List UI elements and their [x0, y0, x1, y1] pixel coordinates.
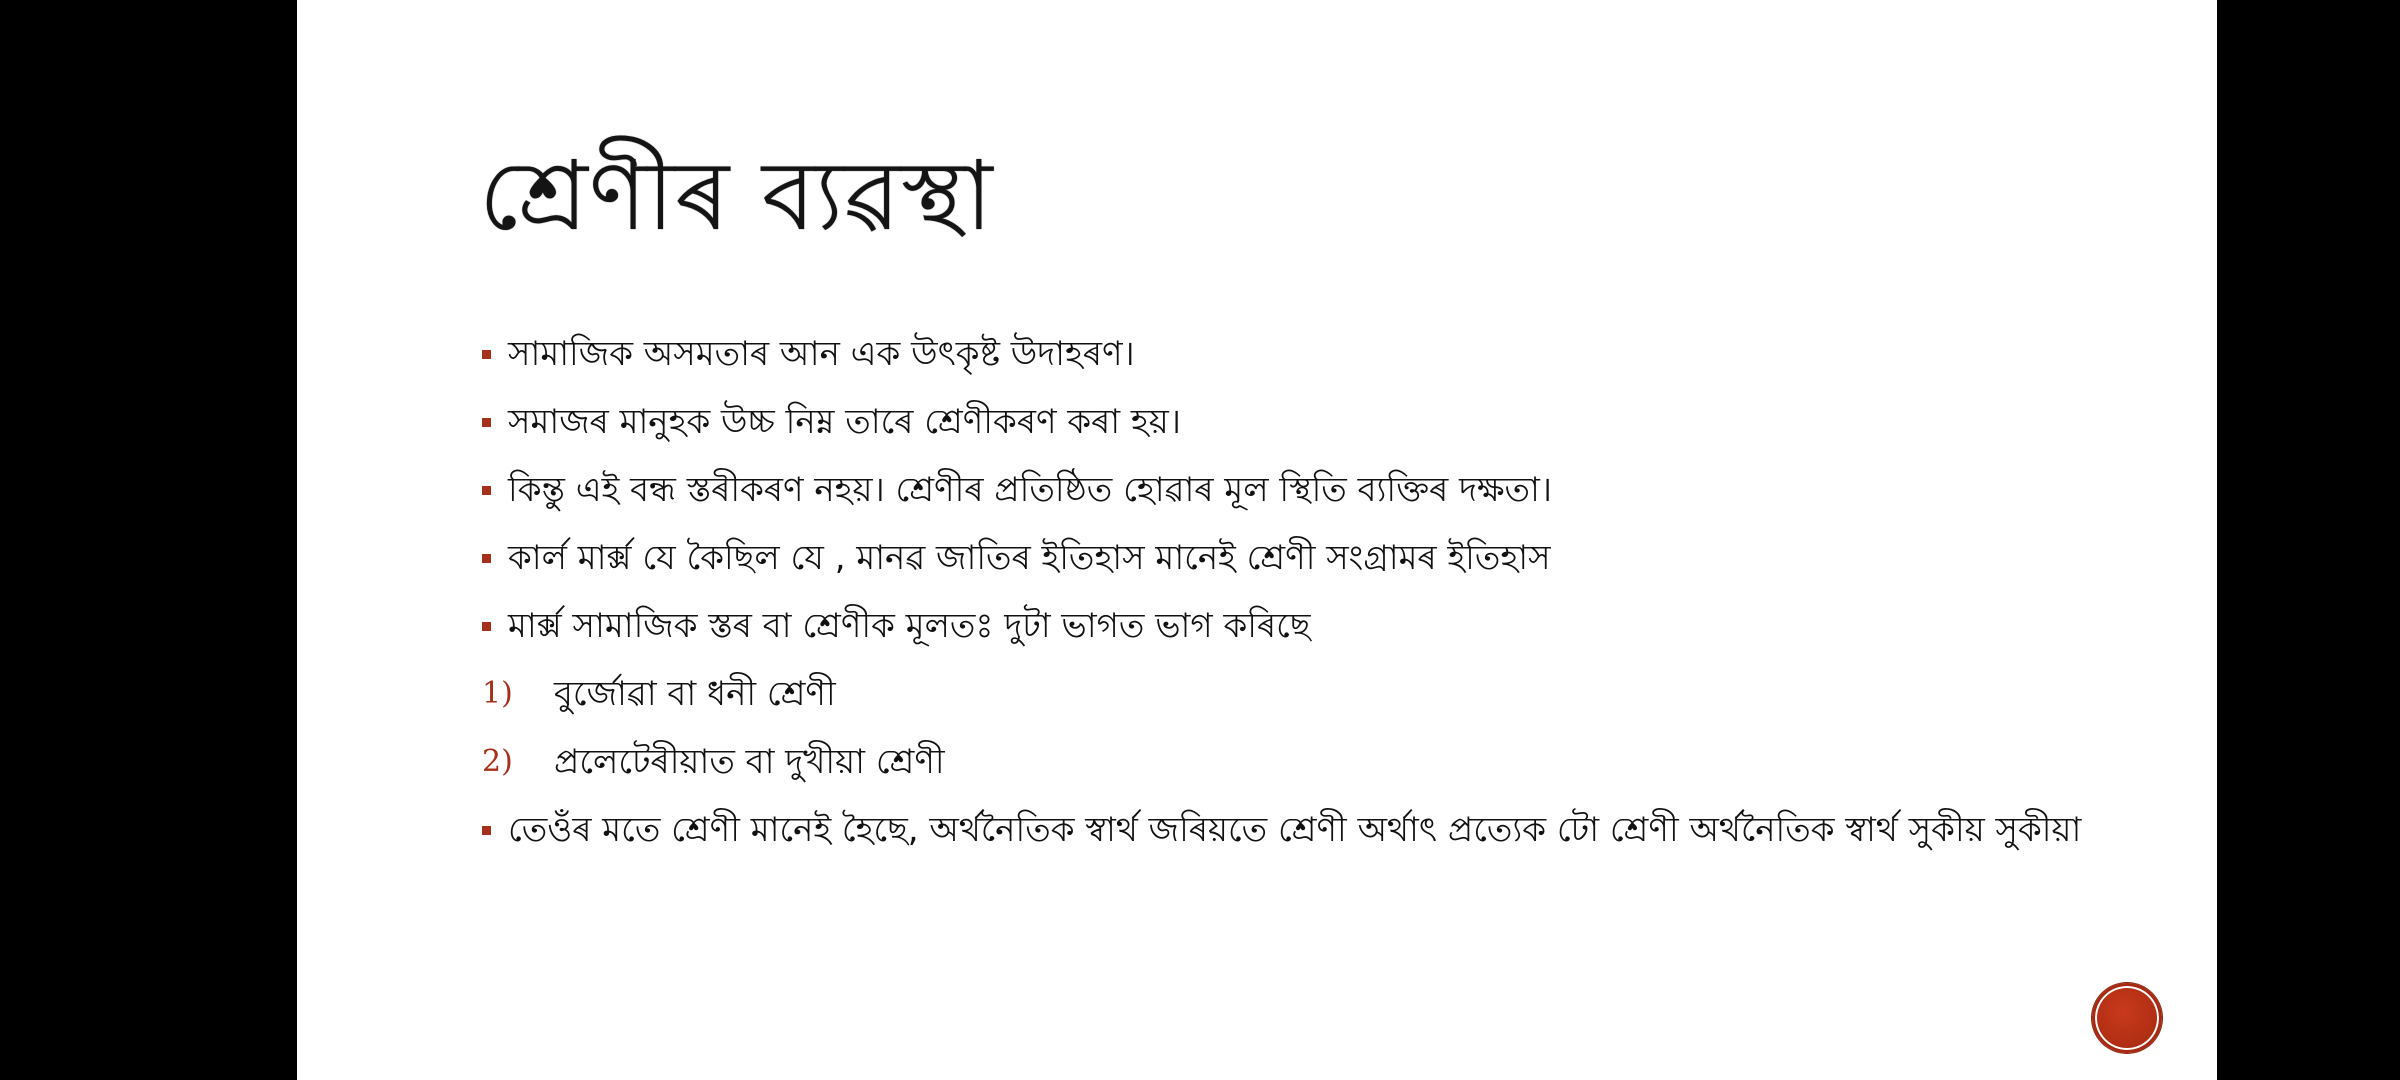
slide-content — [482, 332, 2082, 876]
bullet-text: কিন্তু এই বন্ধ স্তৰীকৰণ নহয়। শ্ৰেণীৰ প্ৰতিষ্ঠিত হোৱাৰ মূল স্থিতি ব্যক্তিৰ দক্ষতা। — [508, 470, 1553, 510]
numbered-text: বুৰ্জোৱা বা ধনী শ্ৰেণী — [554, 674, 836, 714]
bullet-item — [482, 332, 2082, 376]
square-bullet-icon — [482, 554, 491, 563]
bullet-item — [482, 400, 2082, 444]
bullet-item — [482, 536, 2082, 580]
number-marker: 2) — [482, 744, 513, 779]
bullet-text: কাৰ্ল মাৰ্ক্স যে কৈছিল যে , মানৱ জাতিৰ ইতিহাস মানেই শ্ৰেণী সংগ্ৰামৰ ইতিহাস — [508, 538, 1551, 578]
bullet-text: মাৰ্ক্স সামাজিক স্তৰ বা শ্ৰেণীক মূলতঃ দুটা ভাগত ভাগ কৰিছে — [508, 606, 1311, 646]
numbered-item — [482, 672, 2082, 716]
bullet-item — [482, 468, 2082, 512]
square-bullet-icon — [482, 622, 491, 631]
bullet-text: তেওঁৰ মতে শ্ৰেণী মানেই হৈছে, অৰ্থনৈতিক স্বাৰ্থ জৰিয়তে শ্ৰেণী অৰ্থাৎ প্ৰত্যেক টো শ্ৰেণী অৰ্থনৈতিক স্বাৰ্থ সুকীয় সুকীয়া — [508, 810, 2082, 850]
square-bullet-icon — [482, 350, 491, 359]
square-bullet-icon — [482, 486, 491, 495]
numbered-item — [482, 740, 2082, 784]
bullet-text: সামাজিক অসমতাৰ আন এক উৎকৃষ্ট উদাহৰণ। — [508, 334, 1135, 374]
slide[interactable] — [297, 0, 2217, 1080]
numbered-text: প্ৰলেটেৰীয়াত বা দুখীয়া শ্ৰেণী — [554, 742, 945, 782]
square-bullet-icon — [482, 826, 491, 835]
bullet-text: সমাজৰ মানুহক উচ্চ নিম্ন তাৰে শ্ৰেণীকৰণ কৰা হয়। — [508, 402, 1181, 442]
bullet-item — [482, 808, 2082, 852]
square-bullet-icon — [482, 418, 491, 427]
red-circle-icon[interactable] — [2092, 983, 2162, 1053]
bullet-item — [482, 604, 2082, 648]
slide-title: শ্ৰেণীৰ ব্যৱস্থা — [479, 140, 994, 252]
number-marker: 1) — [482, 676, 513, 711]
